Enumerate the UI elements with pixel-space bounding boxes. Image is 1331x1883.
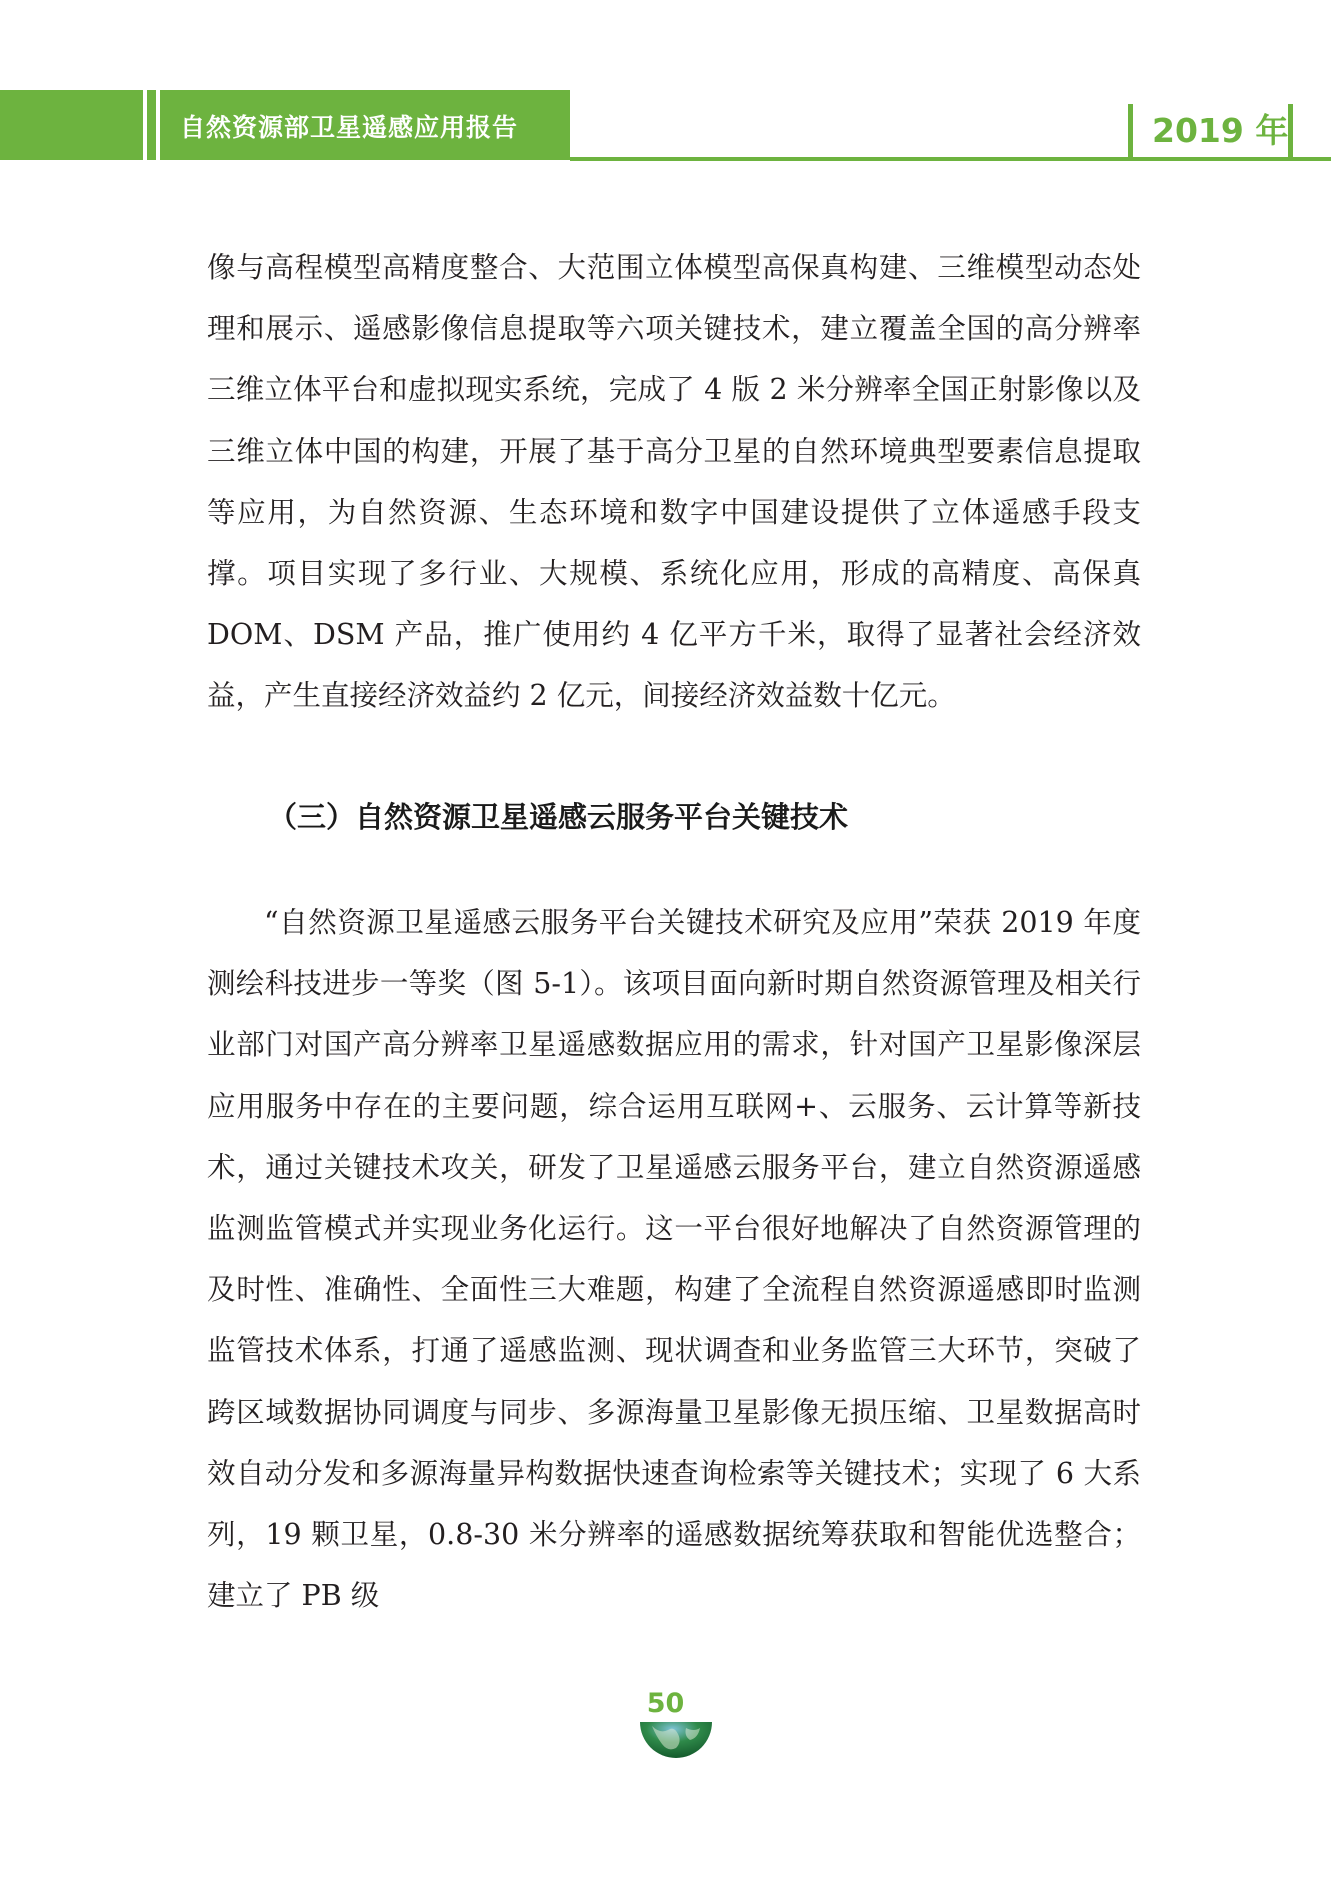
body-paragraph-2-block	[207, 892, 1141, 1626]
body-paragraph-1-block	[207, 237, 1141, 727]
header-tick-right	[1288, 104, 1293, 160]
globe-icon	[638, 1722, 714, 1760]
header-stripe	[143, 90, 147, 160]
header-rule	[570, 157, 1331, 161]
report-year: 2019 年	[1152, 111, 1289, 150]
section-heading: （三）自然资源卫星遥感云服务平台关键技术	[268, 800, 849, 834]
body-paragraph-1: 像与高程模型高精度整合、大范围立体模型高保真构建、三维模型动态处理和展示、遥感影像信息提取等六项关键技术，建立覆盖全国的高分辨率三维立体平台和虚拟现实系统，完成了 4 版 2 米分辨率全国正射影像以及三维立体中国的构建，开展了基于高分卫星的自然环境典型要素信息提取等应用，为自然资源、生态环境和数字中国建设提供了立体遥感手段支撑。项目实现了多行业、大规模、系统化应用，形成的高精度、高保真 DOM、DSM 产品，推广使用约 4 亿平方千米，取得了显著社会经济效益，产生直接经济效益约 2 亿元，间接经济效益数十亿元。	[207, 251, 1141, 713]
report-title: 自然资源部卫星遥感应用报告	[180, 113, 519, 142]
body-paragraph-2: “自然资源卫星遥感云服务平台关键技术研究及应用”荣获 2019 年度测绘科技进步一等奖（图 5-1）。该项目面向新时期自然资源管理及相关行业部门对国产高分辨率卫星遥感数据应用的需求，针对国产卫星影像深层应用服务中存在的主要问题，综合运用互联网+、云服务、云计算等新技术，通过关键技术攻关，研发了卫星遥感云服务平台，建立自然资源遥感监测监管模式并实现业务化运行。这一平台很好地解决了自然资源管理的及时性、准确性、全面性三大难题，构建了全流程自然资源遥感即时监测监管技术体系，打通了遥感监测、现状调查和业务监管三大环节，突破了跨区域数据协同调度与同步、多源海量卫星影像无损压缩、卫星数据高时效自动分发和多源海量异构数据快速查询检索等关键技术；实现了 6 大系列，19 颗卫星，0.8-30 米分辨率的遥感数据统筹获取和智能优选整合；建立了 PB 级	[207, 906, 1141, 1613]
header-stripe	[156, 90, 160, 160]
header-tick-left	[1128, 104, 1133, 160]
page-number: 50	[646, 1688, 685, 1719]
